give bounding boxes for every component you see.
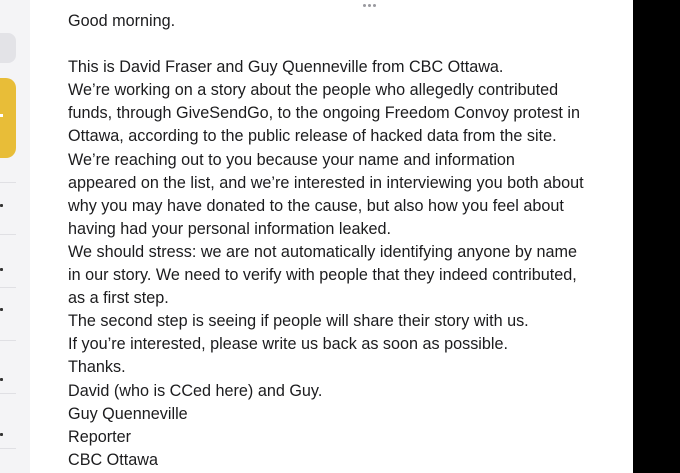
message-view: [30, 0, 633, 473]
row-marker: [0, 433, 3, 436]
body-line: as a first step.: [68, 289, 169, 308]
body-line: We should stress: we are not automatically identifying anyone by name: [68, 242, 577, 261]
row-marker: [0, 308, 3, 311]
body-line: having had your personal information leaked.: [68, 219, 392, 238]
body-line: David (who is CCed here) and Guy.: [68, 381, 323, 400]
body-line: We’re reaching out to you because your name and information: [68, 150, 515, 169]
row-divider: [0, 287, 16, 288]
search-field-edge[interactable]: [0, 33, 16, 63]
message-body: [68, 10, 628, 472]
grabber-dot: [368, 4, 371, 7]
signature-name: Guy Quenneville: [68, 404, 188, 423]
signature-title: Reporter: [68, 427, 131, 446]
row-divider: [0, 340, 16, 341]
body-line: Ottawa, according to the public release of hacked data from the site.: [68, 127, 557, 146]
grabber-dot: [373, 4, 376, 7]
row-marker: [0, 268, 3, 271]
body-line: in our story. We need to verify with people that they indeed contributed,: [68, 266, 577, 285]
screen-edge: [633, 0, 680, 473]
selected-message-row[interactable]: [0, 78, 16, 158]
grabber-dot: [363, 4, 366, 7]
body-line: The second step is seeing if people will share their story with us.: [68, 312, 529, 331]
body-line: We’re working on a story about the people who allegedly contributed: [68, 81, 559, 100]
mailbox-list-sidebar: [0, 0, 31, 473]
body-line: This is David Fraser and Guy Quenneville from CBC Ottawa.: [68, 58, 504, 77]
body-line: funds, through GiveSendGo, to the ongoing Freedom Convoy protest in: [68, 104, 581, 123]
body-line-greeting: Good morning.: [68, 12, 176, 30]
body-line: why you may have donated to the cause, but also how you feel about: [68, 196, 564, 215]
row-divider: [0, 182, 16, 183]
body-line: appeared on the list, and we’re interested in interviewing you both about: [68, 173, 584, 192]
signature-org: CBC Ottawa: [68, 450, 158, 469]
row-marker: [0, 114, 3, 117]
row-marker: [0, 378, 3, 381]
row-divider: [0, 393, 16, 394]
more-options-icon[interactable]: [363, 4, 377, 8]
body-line: Thanks.: [68, 358, 126, 377]
row-marker: [0, 204, 3, 207]
row-divider: [0, 448, 16, 449]
body-line: If you’re interested, please write us back as soon as possible.: [68, 335, 508, 354]
row-divider: [0, 234, 16, 235]
body-line-blank: [68, 33, 628, 56]
